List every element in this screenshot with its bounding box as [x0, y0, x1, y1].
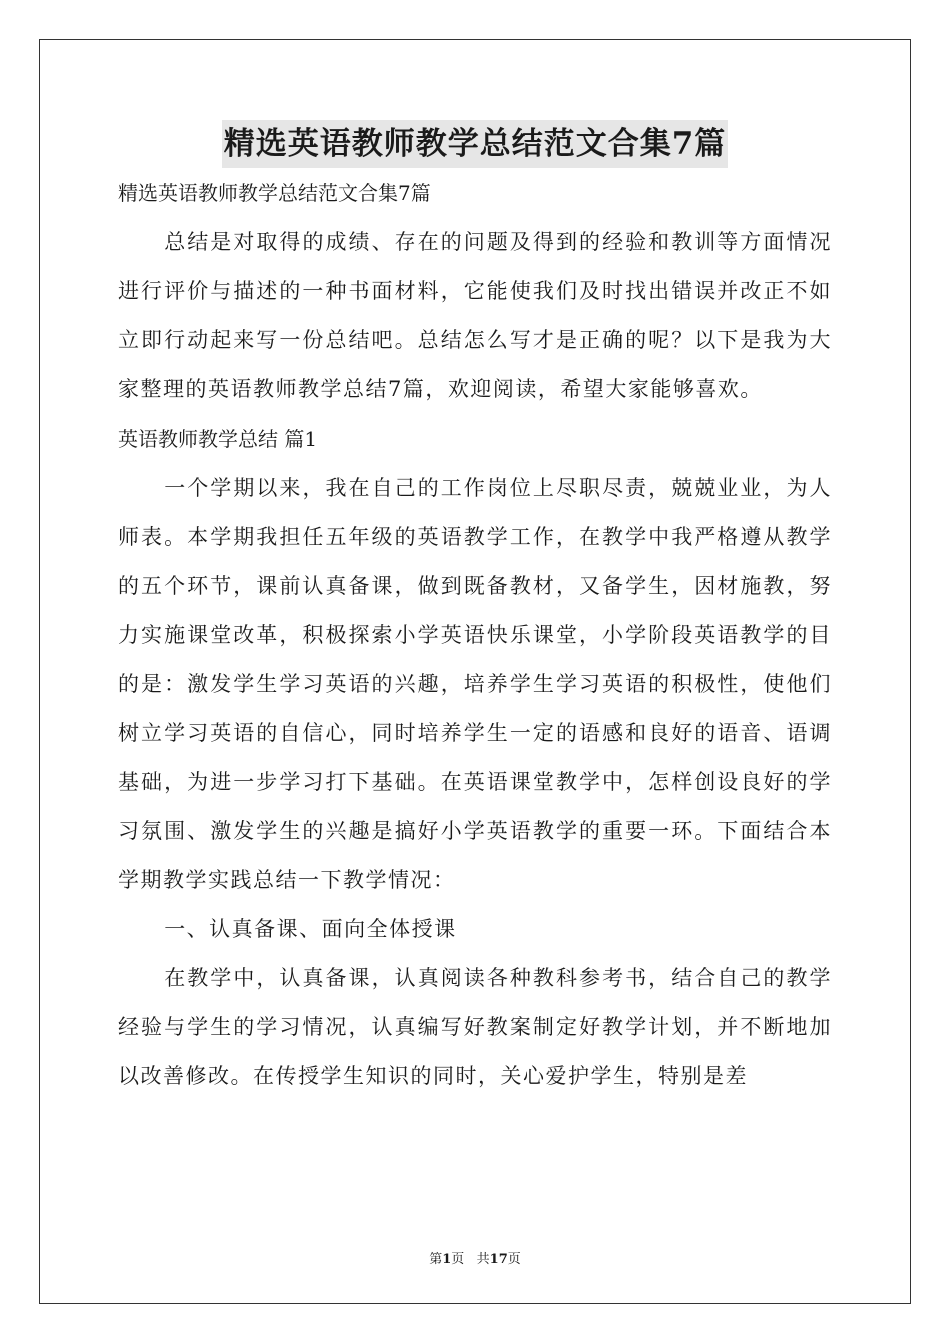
title-wrap	[118, 120, 832, 168]
footer-page-total: 17	[489, 1252, 508, 1267]
document-subtitle: 精选英语教师教学总结范文合集7篇	[118, 181, 431, 205]
section-title: 英语教师教学总结 篇1	[118, 427, 318, 451]
footer-page-current: 1	[442, 1252, 452, 1267]
body-paragraph-1: 一个学期以来，我在自己的工作岗位上尽职尽责，兢兢业业，为人师表。本学期我担任五年级的英语教学工作，在教学中我严格遵从教学的五个环节，课前认真备课，做到既备教材，又备学生，因材施教，努力实施课堂改革，积极探索小学英语快乐课堂，小学阶段英语教学的目的是：激发学生学习英语的兴趣，培养学生学习英语的积极性，使他们树立学习英语的自信心，同时培养学生一定的语感和良好的语音、语调基础，为进一步学习打下基础。在英语课堂教学中，怎样创设良好的学习氛围、激发学生的兴趣是搞好小学英语教学的重要一环。下面结合本学期教学实践总结一下教学情况：	[118, 476, 832, 892]
body-paragraph-2: 在教学中，认真备课，认真阅读各种教科参考书，结合自己的教学经验与学生的学习情况，认真编写好教案制定好教学计划，并不断地加以改善修改。在传授学生知识的同时，关心爱护学生，特别是差	[118, 966, 832, 1088]
footer-page-prefix: 第	[429, 1252, 443, 1267]
page-footer	[0, 1248, 950, 1267]
intro-paragraph: 总结是对取得的成绩、存在的问题及得到的经验和教训等方面情况进行评价与描述的一种书面材料，它能使我们及时找出错误并改正不如立即行动起来写一份总结吧。总结怎么写才是正确的呢？以下是我为大家整理的英语教师教学总结7篇，欢迎阅读，希望大家能够喜欢。	[118, 230, 832, 401]
footer-page-suffix: 页	[507, 1252, 521, 1267]
document-body	[118, 120, 832, 1101]
subheading-1: 一、认真备课、面向全体授课	[164, 917, 457, 941]
document-title: 精选英语教师教学总结范文合集7篇	[222, 120, 729, 168]
footer-page-mid: 页 共	[451, 1252, 490, 1267]
